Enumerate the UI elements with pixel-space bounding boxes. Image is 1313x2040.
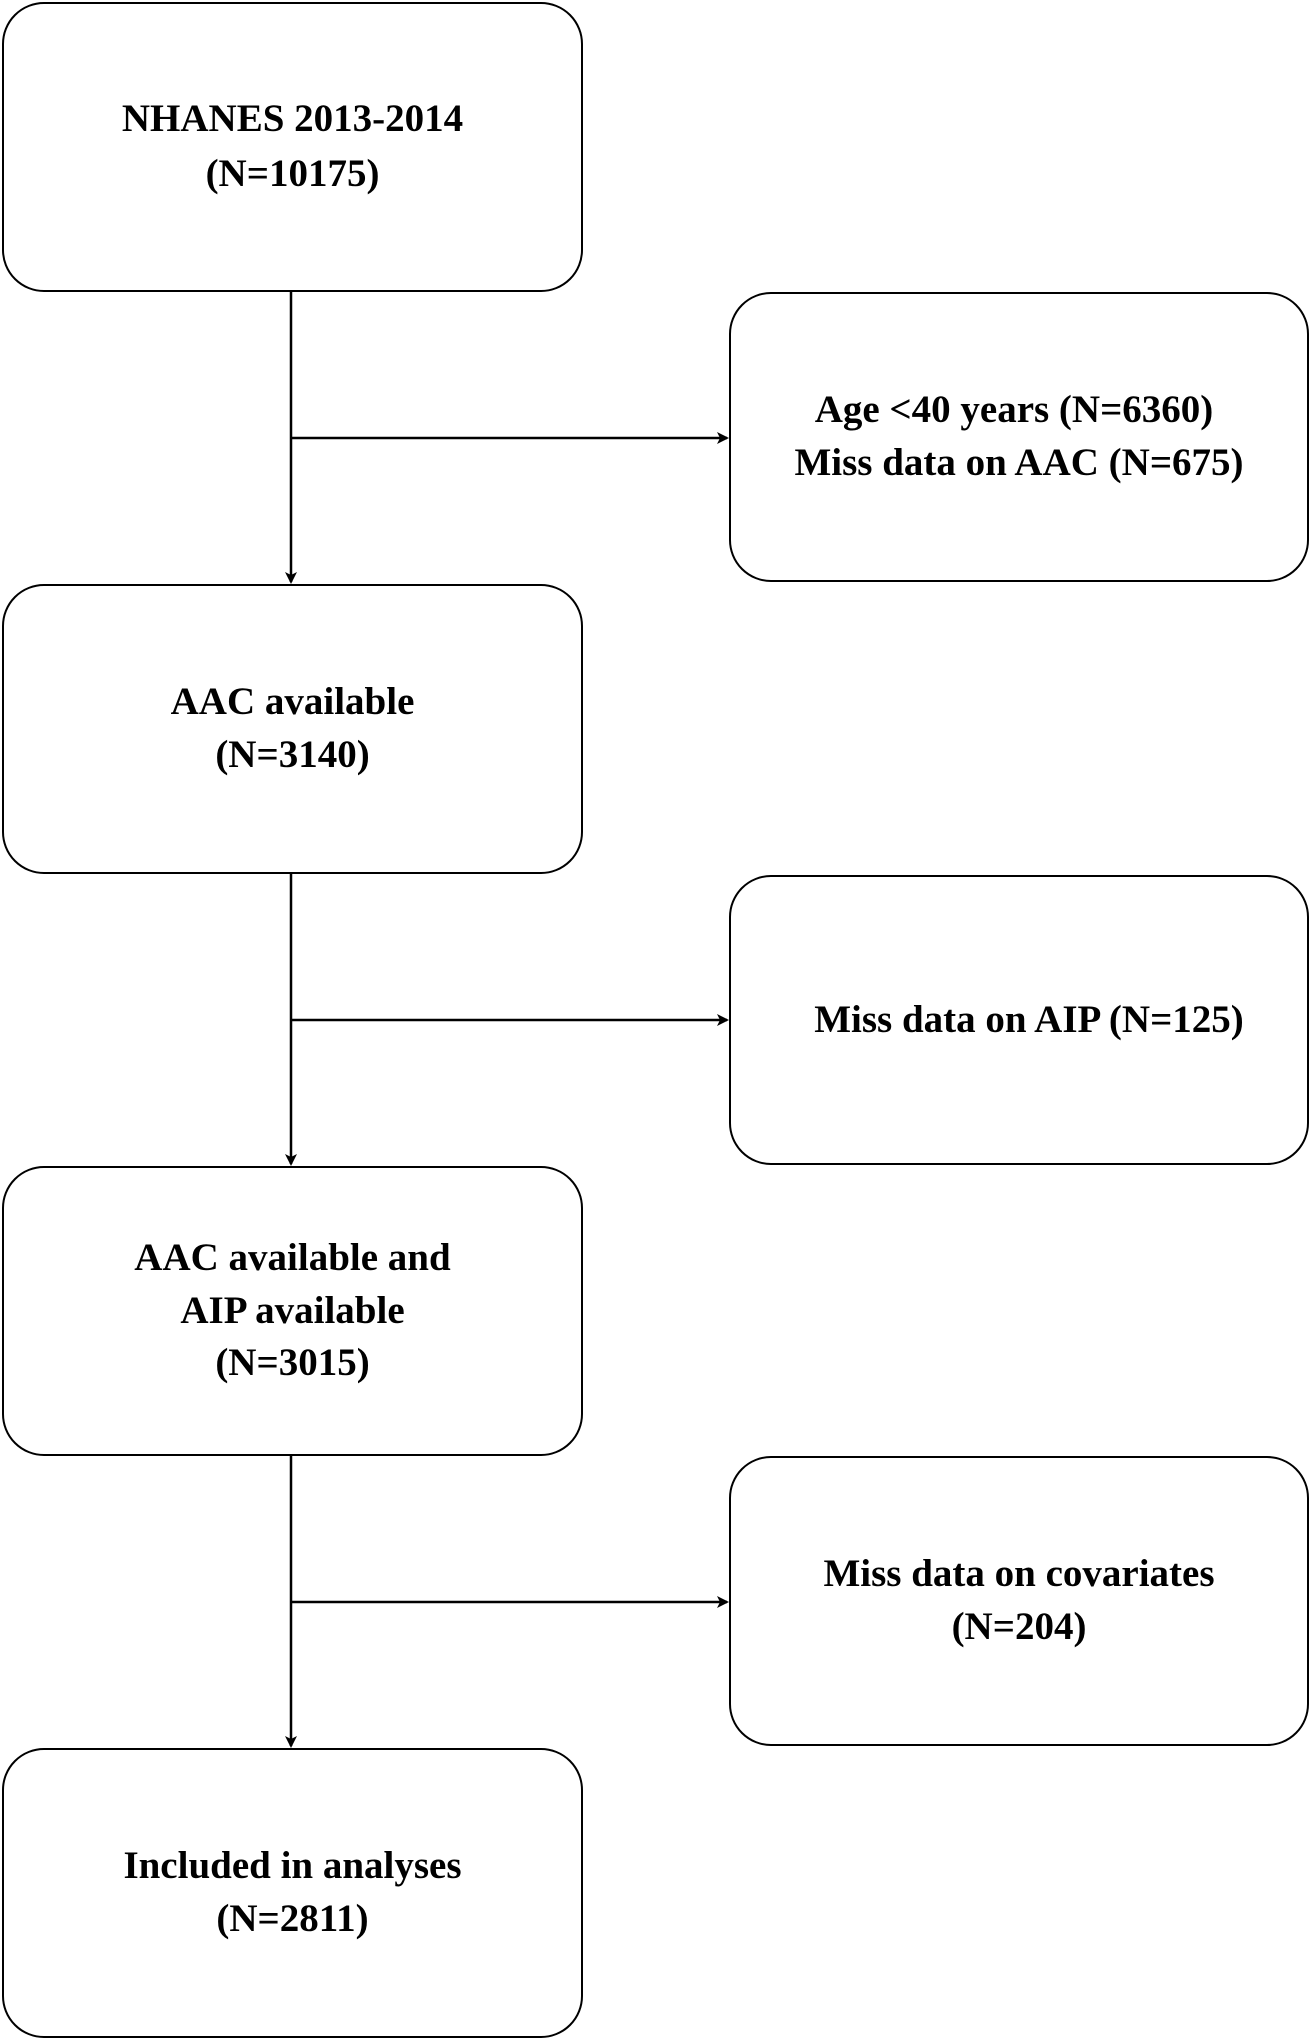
step-count: (N=10175) — [205, 152, 380, 195]
exclusion-reason: Miss data on AAC (N=675) — [794, 441, 1244, 484]
step-count: (N=3140) — [215, 733, 370, 776]
exclusion-box-covariates — [729, 1456, 1309, 1746]
step-label: AAC available — [170, 680, 415, 724]
step-count: (N=2811) — [216, 1897, 369, 1940]
step-box-nhanes-cohort — [2, 2, 583, 292]
step-label: AAC available and — [134, 1236, 451, 1280]
exclusion-reason: Miss data on AIP (N=125) — [814, 997, 1244, 1041]
exclusion-box-aip — [729, 875, 1309, 1165]
step-box-aac-aip-available — [2, 1166, 583, 1456]
exclusion-box-age-and-aac — [729, 292, 1309, 582]
exclusion-reason: Miss data on covariates — [823, 1552, 1215, 1596]
step-label: Included in analyses — [123, 1844, 462, 1888]
step-box-included-in-analyses — [2, 1748, 583, 2038]
step-label-continued: AIP available — [180, 1288, 405, 1332]
step-count: (N=3015) — [215, 1341, 370, 1385]
exclusion-reason: Age <40 years (N=6360) — [814, 388, 1214, 432]
exclusion-count: (N=204) — [951, 1605, 1087, 1648]
step-box-aac-available — [2, 584, 583, 874]
step-label: NHANES 2013-2014 — [121, 97, 464, 141]
